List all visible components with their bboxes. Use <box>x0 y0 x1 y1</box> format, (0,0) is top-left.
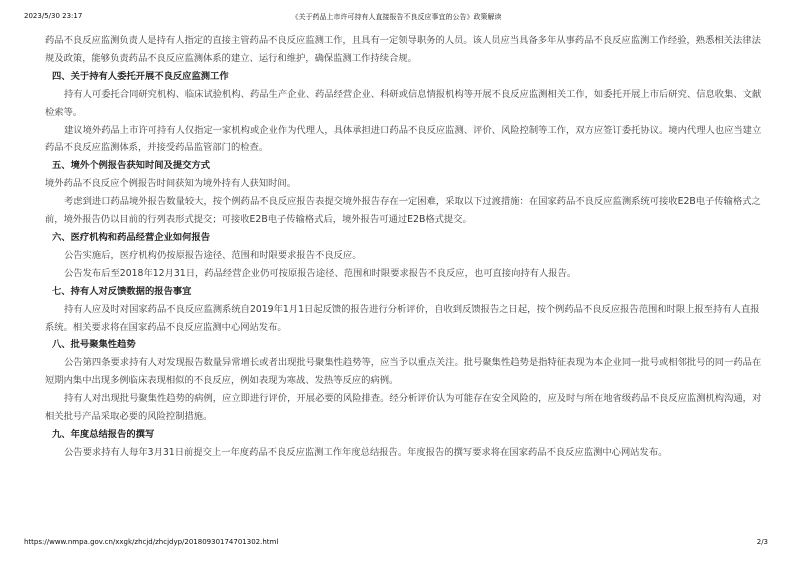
paragraph: 考虑到进口药品境外报告数量较大，按个例药品不良反应报告表提交境外报告存在一定困难，采取以下过渡措施：在国家药品不良反应监测系统可接收E2B电子传输格式之前，境外报告仍以目前的行列表形式提交；可接收E2B电子传输格式后，境外报告可通过E2B格式提交。 <box>45 196 761 226</box>
footer-url[interactable]: https://www.nmpa.gov.cn/xxgk/zhcjd/zhcjdyp/20180930174701302.html <box>24 538 279 546</box>
section-heading: 四、关于持有人委托开展不良反应监测工作 <box>52 70 229 82</box>
section-heading: 五、境外个例报告获知时间及提交方式 <box>52 160 211 172</box>
header-title: 《关于药品上市许可持有人直接报告不良反应事宜的公告》政策解读 <box>291 13 502 21</box>
paragraph: 建议境外药品上市许可持有人仅指定一家机构或企业作为代理人，具体承担进口药品不良反应监测、评价、风险控制等工作，双方应签订委托协议。境内代理人也应当建立药品不良反应监测体系，并接受药品监管部门的检查。 <box>45 124 762 154</box>
paragraph: 持有人应及时对国家药品不良反应监测系统自2019年1月1日起反馈的报告进行分析评价，自收到反馈报告之日起，按个例药品不良反应报告范围和时限上报至持有人直报系统。相关要求将在国家药品不良反应监测中心网站发布。 <box>45 303 760 333</box>
header-date: 2023/5/30 23:17 <box>24 12 83 20</box>
paragraph: 公告实施后，医疗机构仍按原报告途径、范围和时限要求报告不良反应。 <box>64 249 362 261</box>
page-number: 2/3 <box>756 538 768 546</box>
paragraph: 境外药品不良反应个例报告时间获知为境外持有人获知时间。 <box>45 178 297 190</box>
section-heading: 六、医疗机构和药品经营企业如何报告 <box>52 231 211 243</box>
paragraph: 公告发布后至2018年12月31日，药品经营企业仍可按原报告途径、范围和时限要求报告不良反应，也可直接向持有人报告。 <box>64 267 577 279</box>
section-heading: 七、持有人对反馈数据的报告事宜 <box>52 285 192 297</box>
paragraph: 公告第四条要求持有人对发现报告数量异常增长或者出现批号聚集性趋势等，应当予以重点关注。批号聚集性趋势是指特征表现为本企业同一批号或相邻批号的同一药品在短期内集中出现多例临床表现相似的不良反应，例如表现为寒战、发热等反应的病例。 <box>45 357 762 387</box>
paragraph: 公告要求持有人每年3月31日前提交上一年度药品不良反应监测工作年度总结报告。年度报告的撰写要求将在国家药品不良反应监测中心网站发布。 <box>64 446 668 458</box>
section-heading: 九、年度总结报告的撰写 <box>52 428 155 440</box>
paragraph: 持有人可委托合同研究机构、临床试验机构、药品生产企业、药品经营企业、科研或信息情报机构等开展不良反应监测相关工作，如委托开展上市后研究、信息收集、文献检索等。 <box>45 88 762 118</box>
document-body <box>45 32 768 462</box>
paragraph: 持有人对出现批号聚集性趋势的病例，应立即进行评价，开展必要的风险排查。经分析评价认为可能存在安全风险的，应及时与所在地省级药品不良反应监测机构沟通，对相关批号产品采取必要的风险控制措施。 <box>45 393 762 423</box>
paragraph: 药品不良反应监测负责人是持有人指定的直接主管药品不良反应监测工作，且具有一定领导职务的人员。该人员应当具备多年从事药品不良反应监测工作经验，熟悉相关法律法规及政策，能够负责药品不良反应监测体系的建立、运行和维护，确保监测工作持续合规。 <box>45 35 761 64</box>
section-heading: 八、批号聚集性趋势 <box>52 339 136 351</box>
